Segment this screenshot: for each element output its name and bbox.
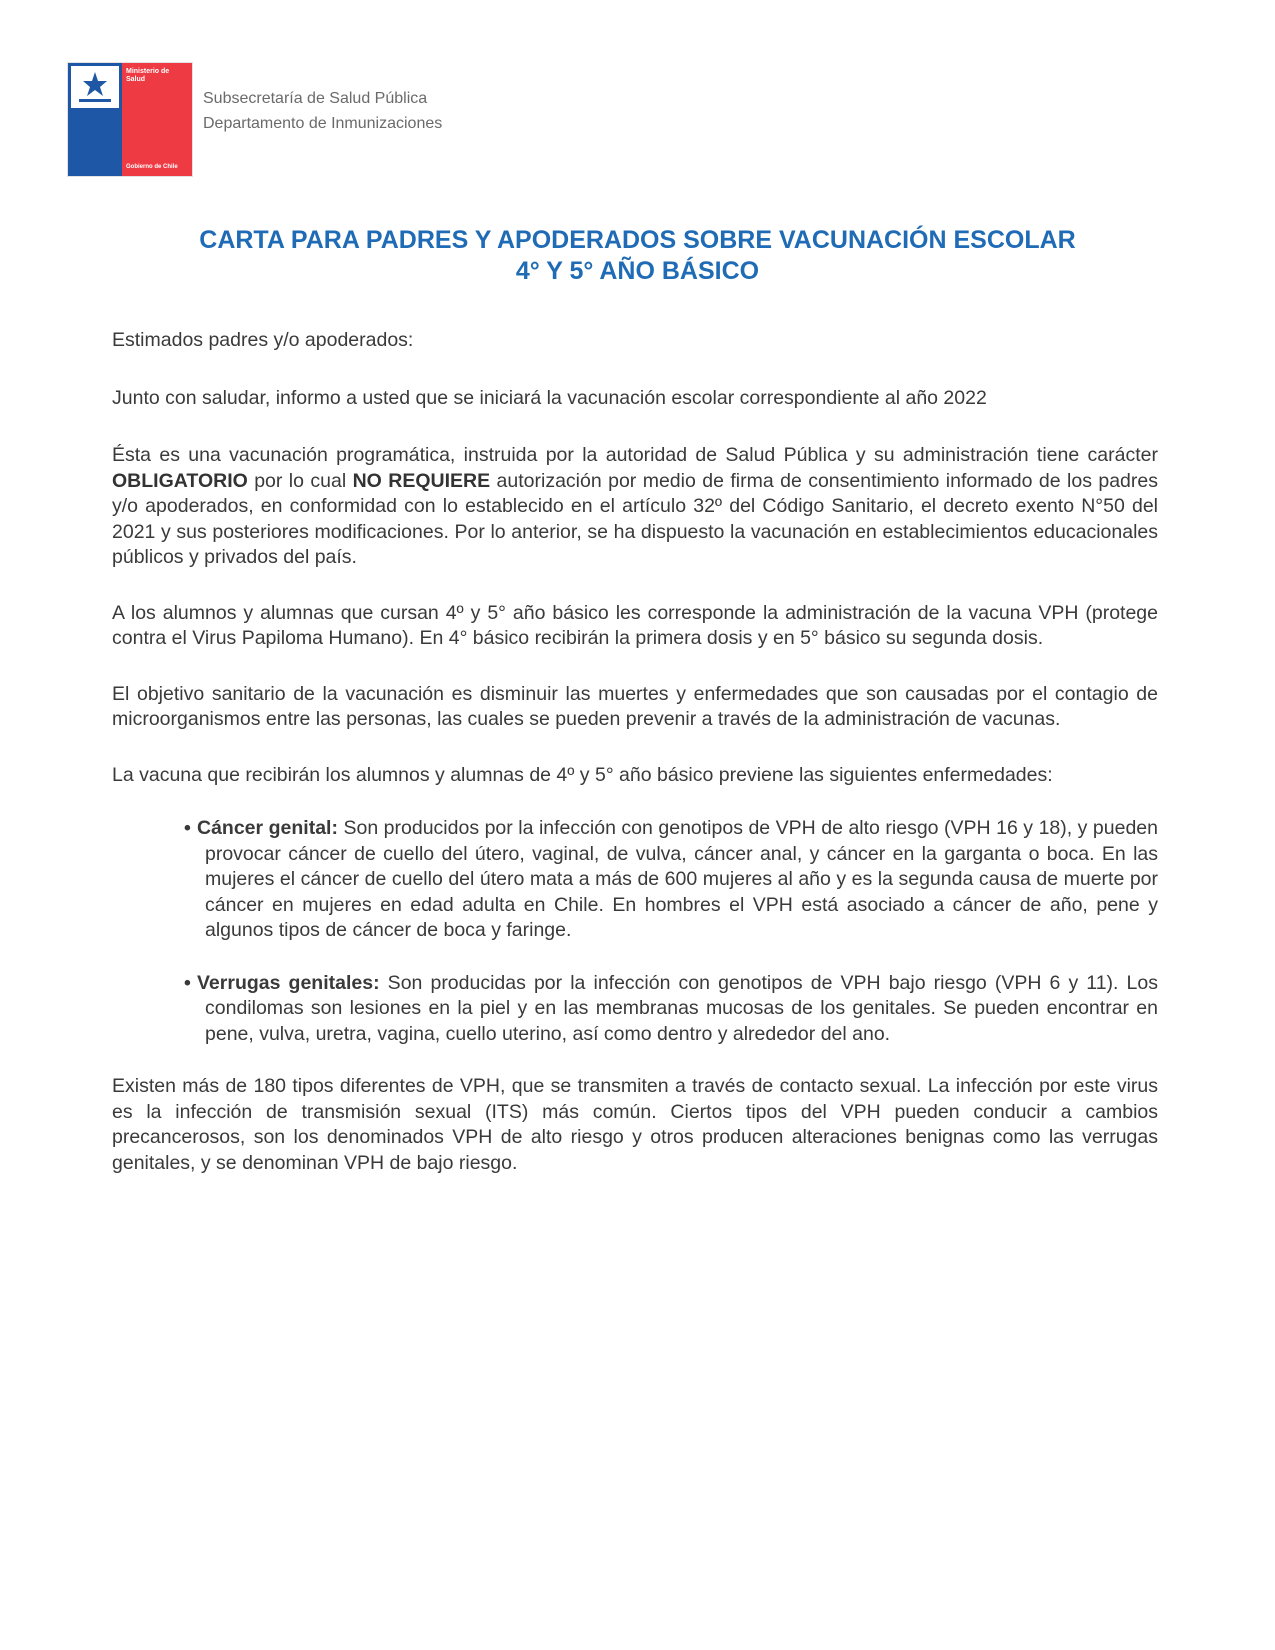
title-line-1: CARTA PARA PADRES Y APODERADOS SOBRE VACUNACIÓN ESCOLAR (199, 226, 1076, 254)
vacuna-paragraph: La vacuna que recibirán los alumnos y alumnas de 4º y 5° año básico previene las siguientes enfermedades: (112, 763, 1053, 786)
obligatorio-emphasis: OBLIGATORIO (112, 469, 248, 492)
bullet-text: Son producidos por la infección con genotipos de VPH de alto riesgo (VPH 16 y 18), y pueden provocar cáncer de cuello del útero, vaginal, de vulva, cáncer anal, y cáncer en la garganta o boca. En las mujeres el cáncer de cuello del útero mata a más de 600 mujeres al año y es la segunda causa de muerte por cáncer en mujeres en edad adulta en Chile. En hombres el VPH está asociado a cáncer de año, pene y algunos tipos de cáncer de boca y faringe. (205, 817, 1159, 941)
greeting: Estimados padres y/o apoderados: (112, 329, 414, 351)
logo-blue-panel (68, 63, 122, 176)
letter-body (112, 328, 1158, 1176)
list-item (184, 971, 1158, 1048)
bullet-text: Son producidas por la infección con genotipos de VPH bajo riesgo (VPH 6 y 11). Los condilomas son lesiones en la piel y en las membranas mucosas de los genitales. Se pueden encontrar en pene, vulva, uretra, vagina, cuello uterino, así como dentro y alrededor del ano. (205, 971, 1158, 1045)
alumnos-paragraph: A los alumnos y alumnas que cursan 4º y 5° año básico les corresponde la administración de la vacuna VPH (protege contra el Virus Papiloma Humano). En 4° básico recibirán la primera dosis y en 5° básico su segunda dosis. (112, 601, 1158, 649)
logo-ministry-text (126, 68, 169, 84)
bullet-mark: • (184, 817, 191, 839)
logo-ministry-line-1: Ministerio de (126, 68, 170, 75)
programatica-text-1: Ésta es una vacunación programática, instruida por la autoridad de Salud Pública y su administración tiene carácter (112, 444, 1158, 466)
programatica-text-2: por lo cual (247, 469, 353, 492)
departamento-label: Departamento de Inmunizaciones (203, 115, 443, 132)
logo-government-text: Gobierno de Chile (126, 164, 178, 170)
logo-red-panel (122, 63, 192, 176)
ministry-logo (67, 62, 193, 177)
bullet-label: Cáncer genital: (197, 817, 338, 839)
existen-paragraph: Existen más de 180 tipos diferentes de VPH, que se transmiten a través de contacto sexual. La infección por este virus es la infección de transmisión sexual (ITS) más común. Ciertos tipos del VPH pueden conducir a cambios precancerosos, son los denominados VPH de alto riesgo y otros producen alteraciones benignas como las verrugas genitales, y se denominan VPH de bajo riesgo. (112, 1075, 1158, 1174)
objetivo-paragraph: El objetivo sanitario de la vacunación es disminuir las muertes y enfermedades que son causadas por el contagio de microorganismos entre las personas, las cuales se pueden prevenir a través de la administración de vacunas. (112, 682, 1158, 730)
intro-paragraph: Junto con saludar, informo a usted que se iniciará la vacunación escolar correspondiente al año 2022 (112, 386, 987, 409)
title-line-2: 4° Y 5° AÑO BÁSICO (515, 257, 760, 285)
bullet-mark: • (184, 971, 191, 994)
no-requiere-emphasis: NO REQUIERE (352, 469, 491, 492)
bullet-label: Verrugas genitales: (197, 971, 380, 994)
programatica-text-3: autorización por medio de firma de consentimiento informado de los padres y/o apoderados, en conformidad con lo establecido en el artículo 32º del Código Sanitario, el decreto exento N°50 del 2021 y sus posteriores modificaciones. Por lo anterior, se ha dispuesto la vacunación en establecimientos educacionales públicos y privados del país. (112, 469, 1158, 568)
programatica-paragraph (112, 443, 1158, 571)
list-item (184, 816, 1159, 944)
coat-of-arms-icon (71, 66, 119, 108)
document-title (0, 225, 1275, 287)
logo-ministry-line-2: Salud (126, 76, 146, 83)
disease-list (112, 816, 1158, 1047)
subsecretaria-label: Subsecretaría de Salud Pública (203, 90, 428, 107)
organization-block (203, 86, 442, 136)
